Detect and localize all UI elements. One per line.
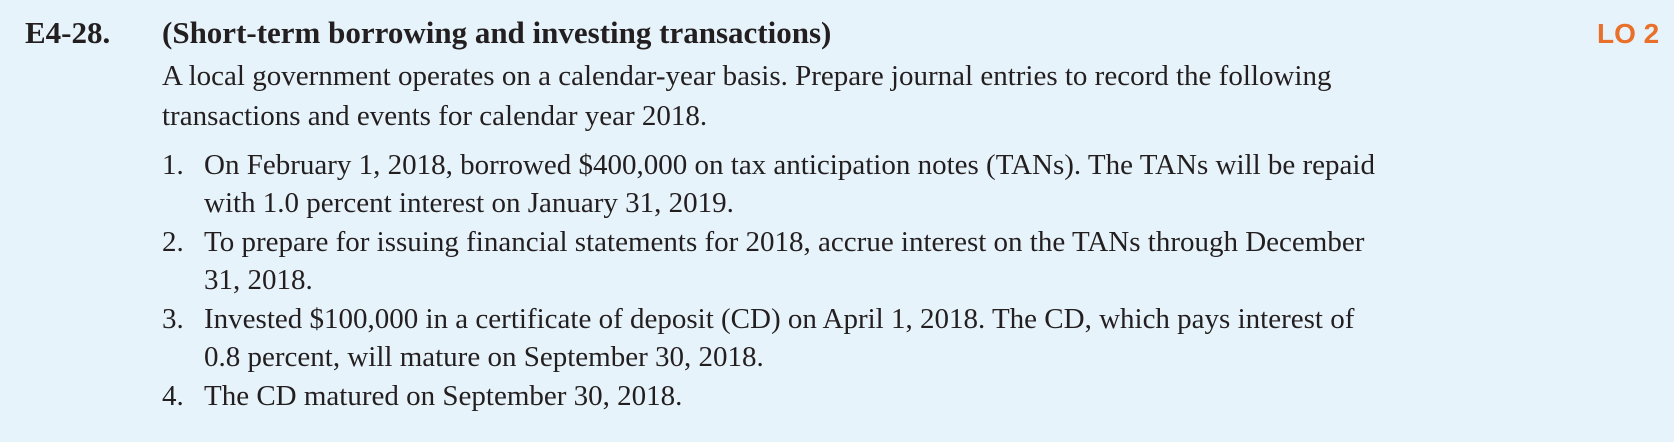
item-number: 4. xyxy=(162,380,184,412)
transaction-item-1 xyxy=(162,146,1375,222)
item-text-line: 0.8 percent, will mature on September 30, 2018. xyxy=(204,341,764,373)
item-number: 2. xyxy=(162,226,184,258)
transaction-item-4 xyxy=(162,377,1375,415)
item-text-line: Invested $100,000 in a certificate of deposit (CD) on April 1, 2018. The CD, which pays interest of xyxy=(204,303,1355,335)
transaction-item-3 xyxy=(162,300,1375,376)
item-text-line: The CD matured on September 30, 2018. xyxy=(204,380,683,412)
intro-line: A local government operates on a calendar-year basis. Prepare journal entries to record the following xyxy=(162,60,1332,92)
item-text-line: with 1.0 percent interest on January 31, 2019. xyxy=(204,187,734,219)
exercise-number: E4-28. xyxy=(25,15,111,50)
item-number: 1. xyxy=(162,149,184,181)
transaction-list xyxy=(162,146,1375,416)
transaction-item-2 xyxy=(162,223,1375,299)
item-number: 3. xyxy=(162,303,184,335)
learning-objective-tag: LO 2 xyxy=(1597,18,1660,49)
item-text-line: 31, 2018. xyxy=(204,264,313,296)
item-text-line: To prepare for issuing financial statements for 2018, accrue interest on the TANs through December xyxy=(204,226,1365,258)
intro-line: transactions and events for calendar year 2018. xyxy=(162,100,708,132)
exercise-title: (Short-term borrowing and investing transactions) xyxy=(162,15,832,50)
exercise-intro xyxy=(162,56,1562,136)
item-text-line: On February 1, 2018, borrowed $400,000 on tax anticipation notes (TANs). The TANs will be repaid xyxy=(204,149,1375,181)
